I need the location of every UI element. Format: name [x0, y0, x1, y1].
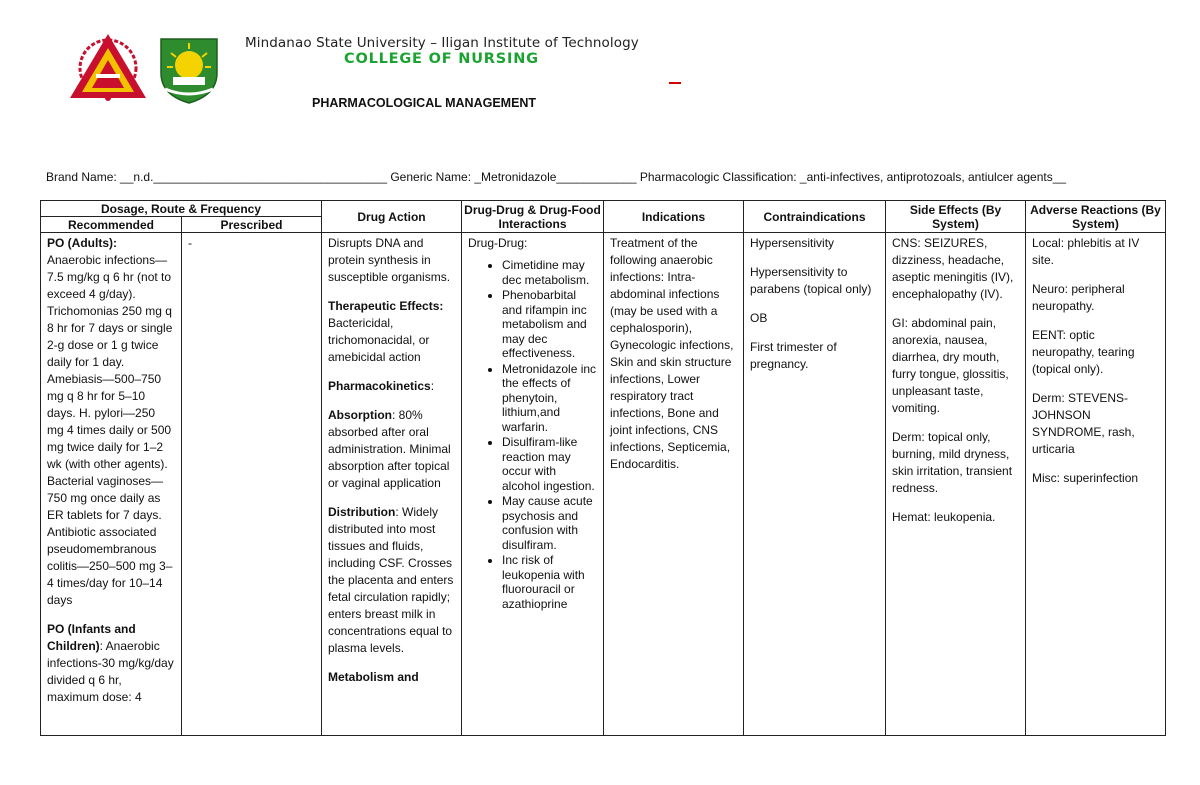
adverse-reactions-header: Adverse Reactions (By System): [1026, 201, 1166, 233]
prescribed-header: Prescribed: [182, 217, 322, 233]
interaction-item: • Cimetidine may dec metabolism.: [502, 258, 597, 287]
red-underline-mark: [669, 82, 681, 84]
interaction-item: • Inc risk of leukopenia with fluorouracil or azathioprine: [502, 553, 597, 611]
distribution-text: : Widely distributed into most tissues and fluids, including CSF. Crosses the placenta and enters fetal circulation rapidly; enters breast milk in concentrations equal to plasma levels.: [328, 505, 454, 655]
therapeutic-effects-text: Bactericidal, trichomonacidal, or amebicidal action: [328, 316, 430, 364]
contraindication-item: Hypersensitivity: [750, 236, 835, 250]
side-effect-item: GI: abdominal pain, anorexia, nausea, diarrhea, dry mouth, furry tongue, glossitis, unpleasant taste, vomiting.: [892, 316, 1009, 415]
classification-label: Pharmacologic Classification:: [636, 170, 800, 184]
interactions-header: Drug-Drug & Drug-Food Interactions: [462, 201, 604, 233]
drug-action-cell: [322, 233, 462, 736]
contraindication-item: Hypersensitivity to parabens (topical only): [750, 265, 872, 296]
distribution-label: Distribution: [328, 505, 396, 519]
contraindications-header: Contraindications: [744, 201, 886, 233]
msu-iit-seal-logo: [66, 30, 151, 105]
interactions-cell: [462, 233, 604, 736]
dosage-header: Dosage, Route & Frequency: [41, 201, 322, 217]
prescribed-cell: [182, 233, 322, 736]
college-of-nursing-logo: [155, 33, 223, 105]
prescribed-value: -: [188, 236, 192, 250]
drug-identification-line: [46, 170, 1066, 184]
interaction-item: • May cause acute psychosis and confusion with disulfiram.: [502, 494, 597, 552]
adverse-reaction-item: Local: phlebitis at IV site.: [1032, 236, 1140, 267]
drug-drug-label: Drug-Drug:: [468, 236, 528, 250]
side-effects-header: Side Effects (By System): [886, 201, 1026, 233]
po-children-text: : Anaerobic infections-30 mg/kg/day divided q 6 hr, maximum dose: 4: [47, 639, 174, 704]
indications-text: Treatment of the following anaerobic infections: Intra-abdominal infections (may be used with a cephalosporin), Gynecologic infections, Skin and skin structure infections, Lower respiratory tract infections, Bone and joint infections, CNS infections, Septicemia, Endocarditis.: [610, 236, 734, 471]
po-children-label: PO (Infants and Children): [47, 622, 136, 653]
pharmacokinetics-label: Pharmacokinetics: [328, 379, 431, 393]
contraindication-item: First trimester of pregnancy.: [750, 340, 837, 371]
interactions-list: [468, 258, 597, 611]
interaction-item: • Phenobarbital and rifampin inc metabolism and may dec effectiveness.: [502, 288, 597, 361]
adverse-reaction-item: Neuro: peripheral neuropathy.: [1032, 282, 1125, 313]
drug-action-header: Drug Action: [322, 201, 462, 233]
side-effect-item: Hemat: leukopenia.: [892, 510, 996, 524]
classification-value: _anti-infectives, antiprotozoals, antiulcer agents__: [799, 170, 1067, 184]
recommended-cell: [41, 233, 182, 736]
side-effect-item: CNS: SEIZURES, dizziness, headache, aseptic meningitis (IV), encephalopathy (IV).: [892, 236, 1014, 301]
metabolism-label: Metabolism and: [328, 670, 419, 684]
adverse-reaction-item: Misc: superinfection: [1032, 471, 1139, 485]
contraindications-cell: [744, 233, 886, 736]
recommended-header: Recommended: [41, 217, 182, 233]
university-name: Mindanao State University – Iligan Institute of Technology: [245, 35, 639, 51]
brand-name-label: Brand Name:: [46, 170, 121, 184]
adverse-reactions-cell: [1026, 233, 1166, 736]
brand-name-value: __n.d.___________________________________: [120, 170, 387, 184]
drug-action-intro: Disrupts DNA and protein synthesis in susceptible organisms.: [328, 236, 451, 284]
adverse-reaction-item: Derm: STEVENS-JOHNSON SYNDROME, rash, urticaria: [1032, 391, 1135, 456]
indications-header: Indications: [604, 201, 744, 233]
absorption-text: : 80% absorbed after oral administration. Minimal absorption after topical or vaginal application: [328, 408, 451, 490]
adverse-reaction-item: EENT: optic neuropathy, tearing (topical only).: [1032, 328, 1135, 376]
pharmacological-table: [40, 200, 1166, 736]
college-name: COLLEGE OF NURSING: [344, 51, 539, 67]
po-adults-text: Anaerobic infections—7.5 mg/kg q 6 hr (not to exceed 4 g/day). Trichomonias 250 mg q 8 hr for 7 days or single 2-g dose or 1 g twice daily for 1 day. Amebiasis—500–750 mg q 8 hr for 5–10 days. H. pylori—250 mg 4 times daily or 500 mg twice daily for 1–2 wk (with other agents). Bacterial vaginoses—750 mg once daily as ER tablets for 7 days. Antibiotic associated pseudomembranous colitis—250–500 mg 3–4 times/day for 10–14 days: [47, 253, 173, 607]
generic-name-label: Generic Name:: [387, 170, 475, 184]
interaction-item: • Metronidazole inc the effects of phenytoin, lithium,and warfarin.: [502, 362, 597, 435]
page-title: PHARMACOLOGICAL MANAGEMENT: [312, 96, 537, 110]
pharmacokinetics-colon: :: [430, 379, 435, 393]
indications-cell: [604, 233, 744, 736]
side-effects-cell: [886, 233, 1026, 736]
generic-name-value: _Metronidazole____________: [474, 170, 637, 184]
interaction-item: • Disulfiram-like reaction may occur with alcohol ingestion.: [502, 435, 597, 493]
therapeutic-effects-label: Therapeutic Effects:: [328, 299, 444, 313]
absorption-label: Absorption: [328, 408, 392, 422]
po-adults-label: PO (Adults):: [47, 236, 117, 250]
side-effect-item: Derm: topical only, burning, mild dryness, skin irritation, transient redness.: [892, 430, 1013, 495]
contraindication-item: OB: [750, 311, 768, 325]
